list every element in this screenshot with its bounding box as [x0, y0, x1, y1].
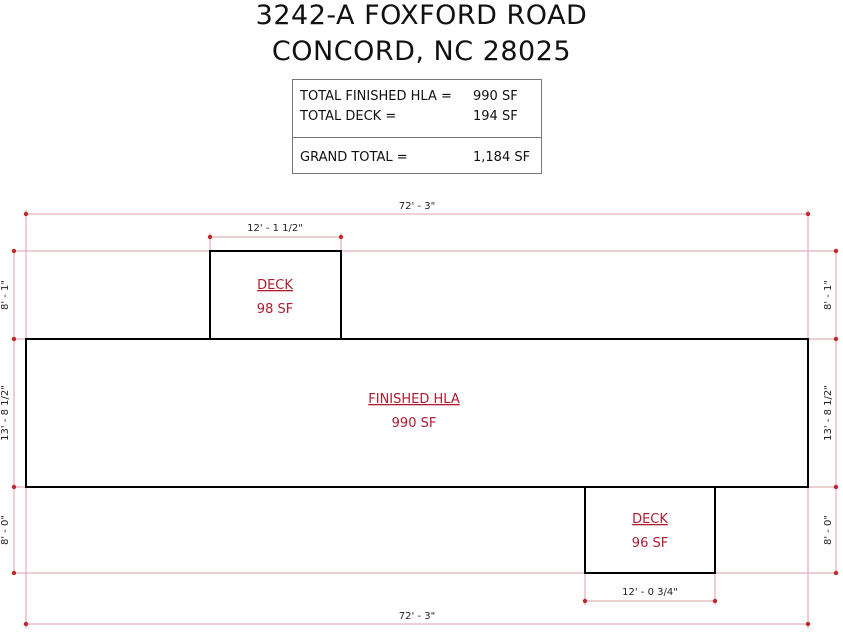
- dim-overall-top: 72' - 3": [398, 201, 436, 212]
- dim-right-mid: 13' - 8 1/2": [823, 385, 834, 441]
- deck-bottom-label: DECK: [632, 512, 668, 527]
- dim-left-mid: 13' - 8 1/2": [0, 385, 11, 441]
- finished-hla-label: TOTAL FINISHED HLA =: [300, 89, 452, 104]
- dim-left-top: 8' - 1": [0, 279, 11, 311]
- deck-total-label: TOTAL DECK =: [300, 109, 397, 124]
- deck-total-value: 194 SF: [473, 109, 518, 124]
- dim-left-bottom: 8' - 0": [0, 514, 11, 546]
- deck-top-outline: [210, 251, 341, 339]
- deck-bottom-outline: [585, 487, 715, 573]
- dim-deck-bottom-width: 12' - 0 3/4": [622, 587, 678, 598]
- dim-right-top: 8' - 1": [823, 279, 834, 311]
- deck-top-label: DECK: [257, 278, 293, 293]
- deck-top-area: 98 SF: [256, 302, 294, 317]
- grand-total-value: 1,184 SF: [473, 150, 531, 165]
- finished-hla-label: FINISHED HLA: [368, 392, 460, 407]
- finished-hla-value: 990 SF: [473, 89, 518, 104]
- walls: [26, 251, 808, 573]
- address-line-2: CONCORD, NC 28025: [271, 36, 572, 67]
- dim-deck-top-width: 12' - 1 1/2": [247, 223, 303, 234]
- address-line-1: 3242-A FOXFORD ROAD: [255, 0, 588, 31]
- finished-hla-outline: [26, 339, 808, 487]
- deck-bottom-area: 96 SF: [631, 536, 669, 551]
- dim-overall-bottom: 72' - 3": [398, 611, 436, 622]
- grand-total-label: GRAND TOTAL =: [300, 150, 408, 165]
- dim-right-bottom: 8' - 0": [823, 514, 834, 546]
- finished-hla-area: 990 SF: [391, 416, 437, 431]
